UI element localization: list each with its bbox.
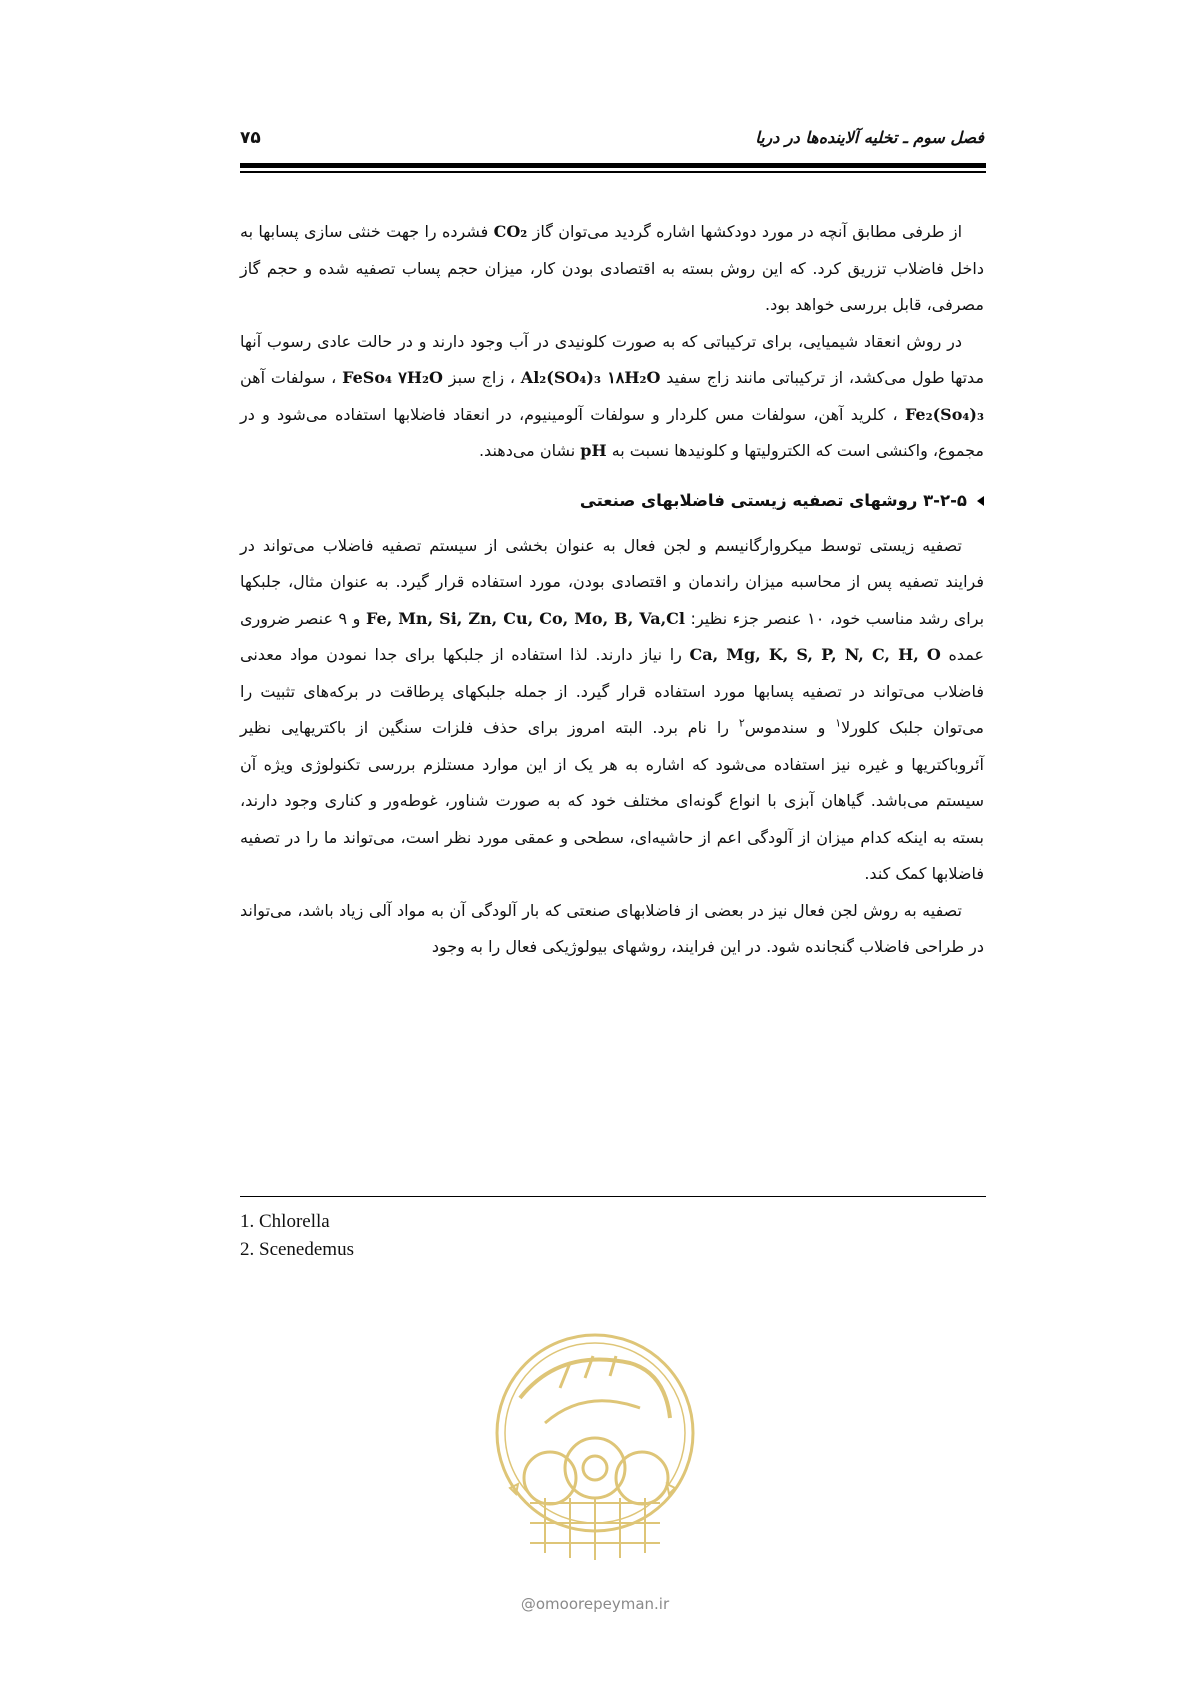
paragraph-coagulation <box>240 324 984 470</box>
element-list: Ca, Mg, K, S, P, N, C, H, O <box>689 645 941 664</box>
element-list: Fe, Mn, Si, Zn, Cu, Co, Mo, B, Va,Cl <box>365 608 685 628</box>
text-run: ، سولفات آهن <box>240 368 337 387</box>
chapter-title: فصل سوم ـ تخلیه آلاینده‌ها در دریا <box>755 128 984 147</box>
chemical-formula: Al₂(SO₄)₃ ۱۸H₂O <box>520 368 661 387</box>
triangle-bullet-icon <box>977 496 984 506</box>
gear-seal-icon <box>490 1328 700 1588</box>
footnote-rule <box>240 1196 986 1197</box>
paragraph-co2 <box>240 214 984 324</box>
watermark-url: @omoorepeyman.ir <box>520 1595 670 1613</box>
text-run: را نام برد. البته امروز برای حذف فلزات سنگین از باکتریهایی نظیر آئروباکتریها و غیره نیز استفاده می‌شود که اشاره به هر یک از این موارد مستلزم بررسی تکنولوژی ویژه آن سیستم می‌باشد. گیاهان آبزی با انواع گونه‌ای مختلف خود که به صورت شناور، غوطه‌ور و کناری وجود دارند، بسته به اینکه کدام میزان از آلودگی اعم از حاشیه‌ای، سطحی و عمقی مورد نظر است، می‌تواند ما را در تصفیه فاضلابها کمک کند. <box>240 718 984 883</box>
text-run: و ۹ عنصر ضروری عمده <box>240 608 985 664</box>
running-header <box>240 128 984 158</box>
paragraph-biological <box>240 528 984 893</box>
text-run: تصفیه زیستی توسط میکروارگانیسم و لجن فعال به عنوان بخشی از سیستم تصفیه فاضلاب می‌تواند در فرایند تصفیه پس از محاسبه میزان راندمان و اقتصادی بودن، مورد استفاده قرار گیرد. به عنوان مثال، جلبکها برای رشد مناسب خود، ۱۰ عنصر جزء نظیر: <box>240 535 985 628</box>
footnotes <box>240 1208 640 1264</box>
section-heading <box>240 483 984 519</box>
footnote-ref: ۱ <box>835 716 842 730</box>
footnote-ref: ۲ <box>738 716 745 730</box>
text-run: را نیاز دارند. لذا استفاده از جلبکها برای جدا نمودن مواد معدنی فاضلاب می‌تواند در تصفیه پسابها مورد استفاده قرار گیرد. از جمله جلبکهای پرطاقت در برکه‌های تثبیت را می‌توان جلبک کلورلا <box>240 645 984 737</box>
chemical-formula: FeSo₄ ۷H₂O <box>342 368 443 387</box>
body-text <box>240 214 984 966</box>
chemical-formula: Fe₂(So₄)₃ <box>904 404 984 424</box>
text-run: نشان می‌دهند. <box>478 441 576 460</box>
text-run: فشرده را جهت خنثی سازی پسابها به داخل فاضلاب تزریق کرد. که این روش بسته به اقتصادی بودن کار، میزان حجم پساب تصفیه شده و حجم گاز مصرفی، قابل بررسی خواهد بود. <box>240 222 984 314</box>
text-run: ، کلرید آهن، سولفات مس کلردار و سولفات آلومینیوم، در انعقاد فاضلابها استفاده می‌شود و در مجموع، واکنشی است که الکترولیتها و کلونیدها نسبت به <box>240 404 984 460</box>
header-rule-thick <box>240 163 986 168</box>
chemical-formula: CO₂ <box>493 222 528 241</box>
footnote-1: 1. Chlorella <box>240 1211 330 1232</box>
text-run: از طرفی مطابق آنچه در مورد دودکشها اشاره گردید می‌توان گاز <box>532 222 963 241</box>
text-run: و سندموس <box>744 718 826 737</box>
text-run: ، زاج سبز <box>448 368 516 387</box>
section-heading-text: ۳-۲-۵ روشهای تصفیه زیستی فاضلابهای صنعتی <box>579 490 967 510</box>
watermark-logo <box>490 1328 700 1618</box>
header-rule-thin <box>240 171 986 173</box>
paragraph-activated-sludge: تصفیه به روش لجن فعال نیز در بعضی از فاضلابهای صنعتی که بار آلودگی آن به مواد آلی زیاد باشد، می‌تواند در طراحی فاضلاب گنجانده شود. در این فرایند، روشهای بیولوژیکی فعال را به وجود <box>240 900 984 956</box>
chemical-formula: pH <box>580 441 607 460</box>
page-number: ۷۵ <box>240 128 261 148</box>
text-run: در روش انعقاد شیمیایی، برای ترکیباتی که به صورت کلونیدی در آب وجود دارند و در حالت عادی رسوب آنها مدتها طول می‌کشد، از ترکیباتی مانند زاج سفید <box>240 331 985 387</box>
footnote-2: 2. Scenedemus <box>240 1239 354 1260</box>
